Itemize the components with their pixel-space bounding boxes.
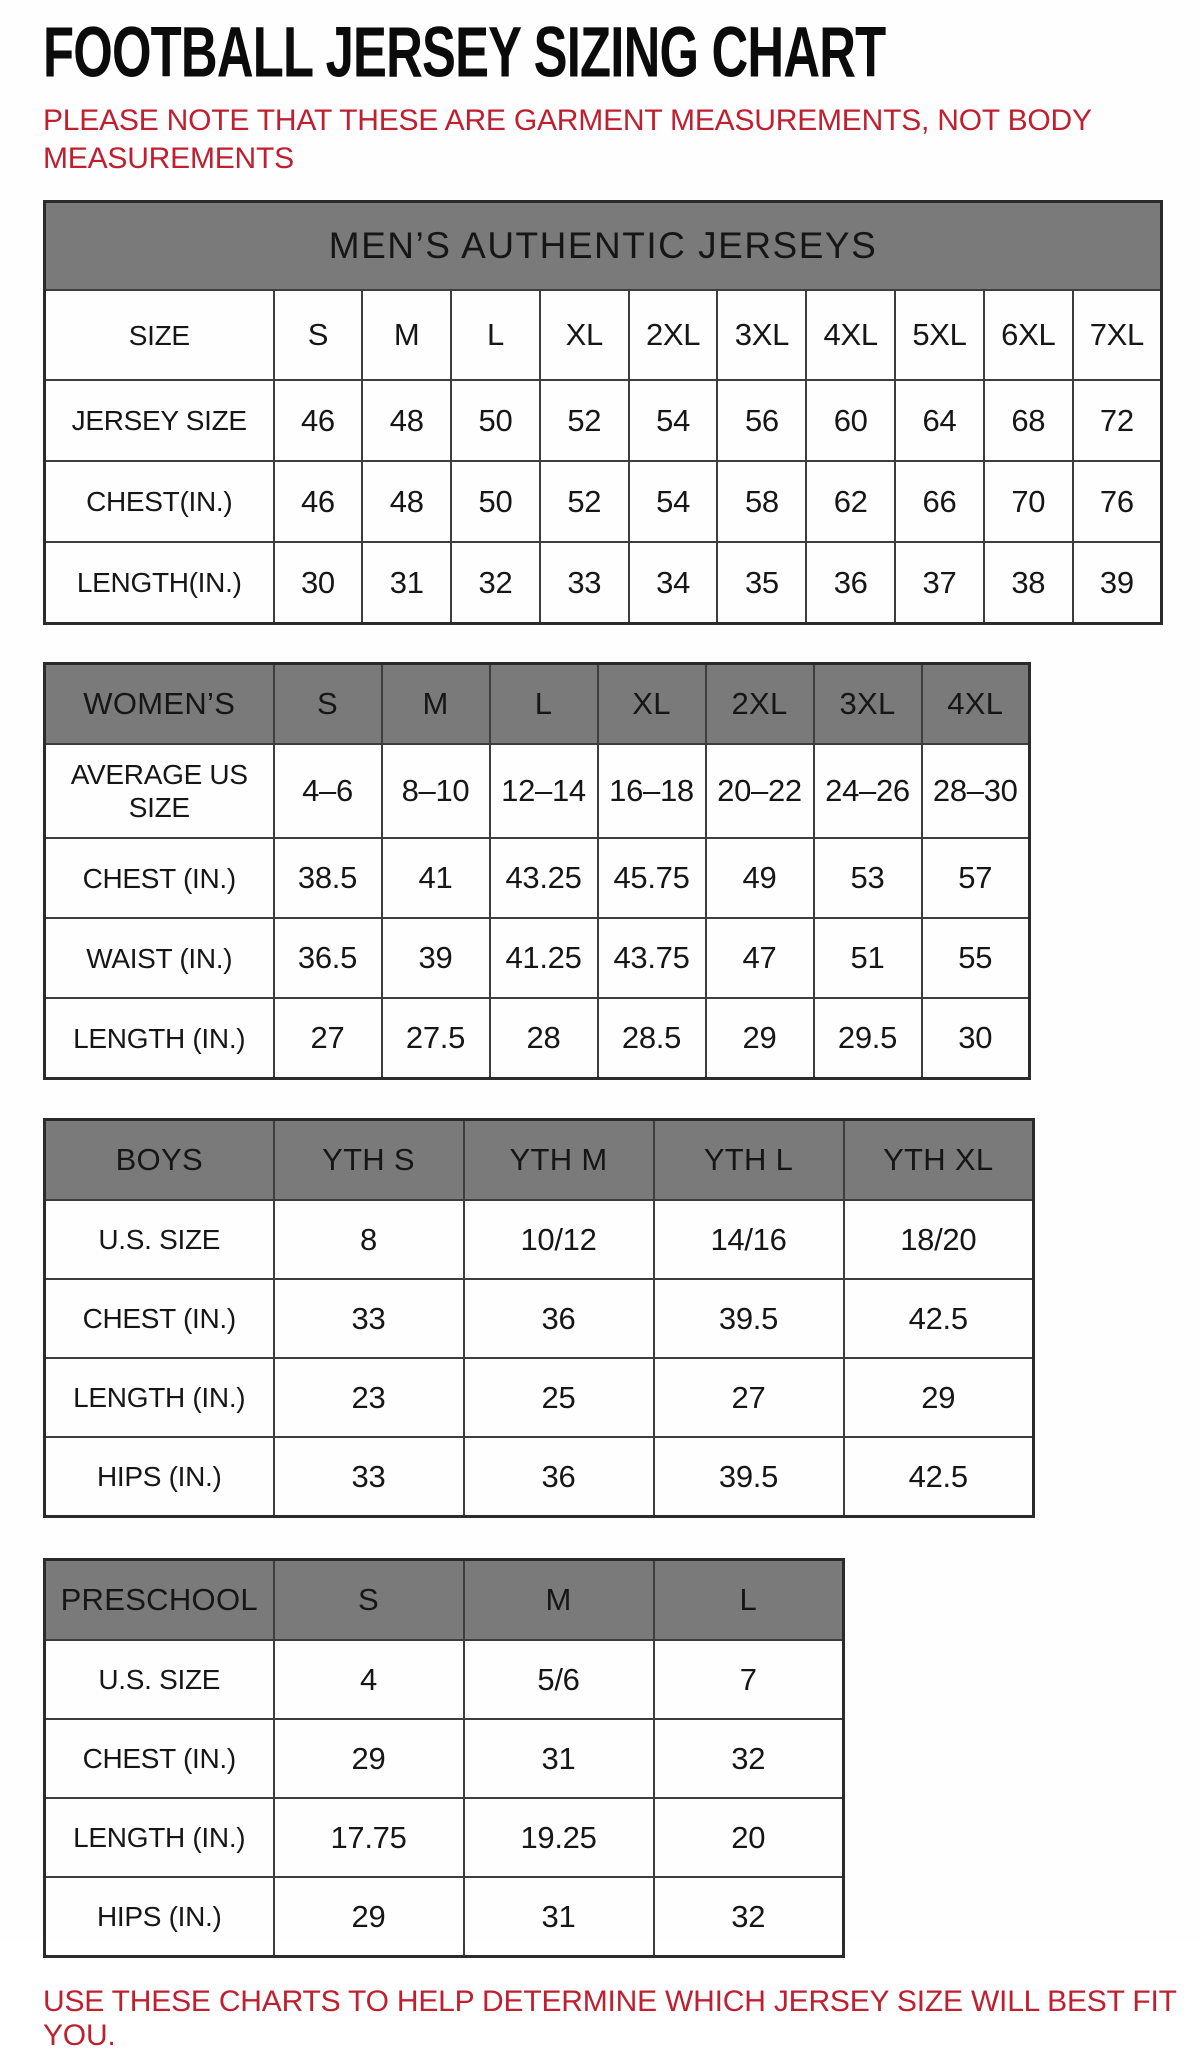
table-cell: 36 — [464, 1437, 654, 1517]
table-cell: 30 — [922, 998, 1030, 1079]
table-row — [45, 1437, 1034, 1517]
table-cell: 36 — [464, 1279, 654, 1358]
table-cell: XL — [540, 290, 629, 380]
table-row — [45, 542, 1162, 624]
table-cell: 53 — [814, 838, 922, 918]
table-cell: 29 — [844, 1358, 1034, 1437]
table-cell: 41 — [382, 838, 490, 918]
table-cell: 43.75 — [598, 918, 706, 998]
row-label-cell: U.S. SIZE — [45, 1200, 274, 1279]
table-cell: 58 — [717, 461, 806, 542]
table-cell: 41.25 — [490, 918, 598, 998]
table-cell: 4XL — [806, 290, 895, 380]
size-header-cell: YTH M — [464, 1120, 654, 1201]
womens-header-cell: WOMEN’S — [45, 664, 274, 745]
table-cell: 68 — [984, 380, 1073, 461]
table-cell: 48 — [362, 461, 451, 542]
table-cell: 29 — [706, 998, 814, 1079]
table-header-row — [45, 202, 1162, 291]
preschool-sizing-table — [43, 1558, 845, 1958]
row-label-cell: JERSEY SIZE — [45, 380, 274, 461]
size-header-cell: YTH XL — [844, 1120, 1034, 1201]
table-cell: 25 — [464, 1358, 654, 1437]
table-cell: 6XL — [984, 290, 1073, 380]
table-cell: 8–10 — [382, 744, 490, 838]
table-cell: 5/6 — [464, 1640, 654, 1719]
table-cell: 51 — [814, 918, 922, 998]
row-label-cell: U.S. SIZE — [45, 1640, 274, 1719]
preschool-header-cell: PRESCHOOL — [45, 1560, 274, 1641]
row-label-cell: WAIST (IN.) — [45, 918, 274, 998]
table-cell: 50 — [451, 380, 540, 461]
row-label-cell: AVERAGE US SIZE — [45, 744, 274, 838]
table-row — [45, 1279, 1034, 1358]
table-cell: 39.5 — [654, 1279, 844, 1358]
table-cell: 54 — [629, 461, 718, 542]
table-cell: 64 — [895, 380, 984, 461]
table-cell: 56 — [717, 380, 806, 461]
table-header-row — [45, 1120, 1034, 1201]
table-cell: 28 — [490, 998, 598, 1079]
table-cell: 2XL — [629, 290, 718, 380]
table-cell: 7 — [654, 1640, 844, 1719]
table-cell: 36.5 — [274, 918, 382, 998]
row-label-cell: LENGTH (IN.) — [45, 1358, 274, 1437]
table-cell: 31 — [362, 542, 451, 624]
size-header-cell: S — [274, 1560, 464, 1641]
table-cell: 8 — [274, 1200, 464, 1279]
table-cell: 42.5 — [844, 1437, 1034, 1517]
table-cell: 29 — [274, 1877, 464, 1957]
size-header-cell: M — [464, 1560, 654, 1641]
table-cell: 23 — [274, 1358, 464, 1437]
table-row — [45, 1798, 844, 1877]
row-label-cell: CHEST(IN.) — [45, 461, 274, 542]
table-cell: L — [451, 290, 540, 380]
table-cell: 39.5 — [654, 1437, 844, 1517]
size-header-cell: 3XL — [814, 664, 922, 745]
size-header-cell: S — [274, 664, 382, 745]
table-cell: 5XL — [895, 290, 984, 380]
table-cell: 36 — [806, 542, 895, 624]
table-cell: 55 — [922, 918, 1030, 998]
garment-measurement-note — [43, 102, 1200, 178]
table-cell: 3XL — [717, 290, 806, 380]
table-cell: 72 — [1073, 380, 1162, 461]
size-header-cell: M — [382, 664, 490, 745]
table-cell: 10/12 — [464, 1200, 654, 1279]
table-cell: 20–22 — [706, 744, 814, 838]
table-row — [45, 290, 1162, 380]
table-cell: 18/20 — [844, 1200, 1034, 1279]
table-cell: 45.75 — [598, 838, 706, 918]
table-cell: 48 — [362, 380, 451, 461]
size-header-cell: L — [490, 664, 598, 745]
table-cell: 54 — [629, 380, 718, 461]
table-cell: 32 — [451, 542, 540, 624]
table-cell: 32 — [654, 1719, 844, 1798]
size-header-cell: 2XL — [706, 664, 814, 745]
boys-header-cell: BOYS — [45, 1120, 274, 1201]
table-cell: 4 — [274, 1640, 464, 1719]
table-cell: 46 — [274, 380, 363, 461]
note-line-2: MEASUREMENTS — [43, 142, 294, 176]
size-header-cell: YTH L — [654, 1120, 844, 1201]
table-cell: 38.5 — [274, 838, 382, 918]
table-cell: 14/16 — [654, 1200, 844, 1279]
table-cell: 43.25 — [490, 838, 598, 918]
table-header-row — [45, 1560, 844, 1641]
table-cell: 62 — [806, 461, 895, 542]
table-cell: 49 — [706, 838, 814, 918]
table-cell: 17.75 — [274, 1798, 464, 1877]
table-cell: 28.5 — [598, 998, 706, 1079]
table-cell: 52 — [540, 461, 629, 542]
table-cell: 19.25 — [464, 1798, 654, 1877]
table-cell: 39 — [1073, 542, 1162, 624]
table-cell: 28–30 — [922, 744, 1030, 838]
table-cell: 70 — [984, 461, 1073, 542]
size-header-cell: XL — [598, 664, 706, 745]
table-cell: 39 — [382, 918, 490, 998]
table-cell: 27 — [654, 1358, 844, 1437]
table-cell: 50 — [451, 461, 540, 542]
table-cell: 31 — [464, 1877, 654, 1957]
table-cell: 29 — [274, 1719, 464, 1798]
table-cell: 38 — [984, 542, 1073, 624]
table-cell: 12–14 — [490, 744, 598, 838]
table-cell: 4–6 — [274, 744, 382, 838]
table-row — [45, 744, 1030, 838]
table-row — [45, 1719, 844, 1798]
table-cell: M — [362, 290, 451, 380]
note-line-1: PLEASE NOTE THAT THESE ARE GARMENT MEASUREMENTS, NOT BODY — [43, 104, 1092, 137]
row-label-cell: HIPS (IN.) — [45, 1437, 274, 1517]
table-cell: 30 — [274, 542, 363, 624]
table-cell: 42.5 — [844, 1279, 1034, 1358]
table-row — [45, 1358, 1034, 1437]
table-cell: 24–26 — [814, 744, 922, 838]
table-row — [45, 461, 1162, 542]
table-cell: 27.5 — [382, 998, 490, 1079]
table-cell: 52 — [540, 380, 629, 461]
table-cell: 33 — [274, 1279, 464, 1358]
boys-sizing-table — [43, 1118, 1035, 1518]
table-cell: 32 — [654, 1877, 844, 1957]
row-label-cell: LENGTH (IN.) — [45, 998, 274, 1079]
table-cell: 60 — [806, 380, 895, 461]
table-row — [45, 1200, 1034, 1279]
row-label-cell: LENGTH (IN.) — [45, 1798, 274, 1877]
table-cell: S — [274, 290, 363, 380]
size-header-cell: L — [654, 1560, 844, 1641]
size-header-cell: YTH S — [274, 1120, 464, 1201]
table-cell: 66 — [895, 461, 984, 542]
row-label-cell: SIZE — [45, 290, 274, 380]
table-row — [45, 838, 1030, 918]
mens-table-title: MEN’S AUTHENTIC JERSEYS — [45, 202, 1162, 291]
row-label-cell: CHEST (IN.) — [45, 1719, 274, 1798]
table-cell: 33 — [274, 1437, 464, 1517]
table-row — [45, 918, 1030, 998]
row-label-cell: CHEST (IN.) — [45, 838, 274, 918]
table-cell: 57 — [922, 838, 1030, 918]
womens-sizing-table — [43, 662, 1031, 1080]
table-row — [45, 1877, 844, 1957]
table-row — [45, 380, 1162, 461]
table-cell: 34 — [629, 542, 718, 624]
table-cell: 29.5 — [814, 998, 922, 1079]
table-cell: 76 — [1073, 461, 1162, 542]
row-label-cell: CHEST (IN.) — [45, 1279, 274, 1358]
table-row — [45, 998, 1030, 1079]
mens-sizing-table — [43, 200, 1163, 625]
table-row — [45, 1640, 844, 1719]
table-cell: 31 — [464, 1719, 654, 1798]
table-cell: 33 — [540, 542, 629, 624]
table-cell: 27 — [274, 998, 382, 1079]
row-label-cell: HIPS (IN.) — [45, 1877, 274, 1957]
page-title: FOOTBALL JERSEY SIZING CHART — [43, 13, 886, 93]
table-cell: 7XL — [1073, 290, 1162, 380]
footer-text: USE THESE CHARTS TO HELP DETERMINE WHICH JERSEY SIZE WILL BEST FIT YOU. — [43, 1985, 1177, 2053]
table-cell: 46 — [274, 461, 363, 542]
table-cell: 47 — [706, 918, 814, 998]
row-label-cell: LENGTH(IN.) — [45, 542, 274, 624]
table-header-row — [45, 664, 1030, 745]
table-cell: 16–18 — [598, 744, 706, 838]
size-header-cell: 4XL — [922, 664, 1030, 745]
table-cell: 35 — [717, 542, 806, 624]
table-cell: 20 — [654, 1798, 844, 1877]
table-cell: 37 — [895, 542, 984, 624]
